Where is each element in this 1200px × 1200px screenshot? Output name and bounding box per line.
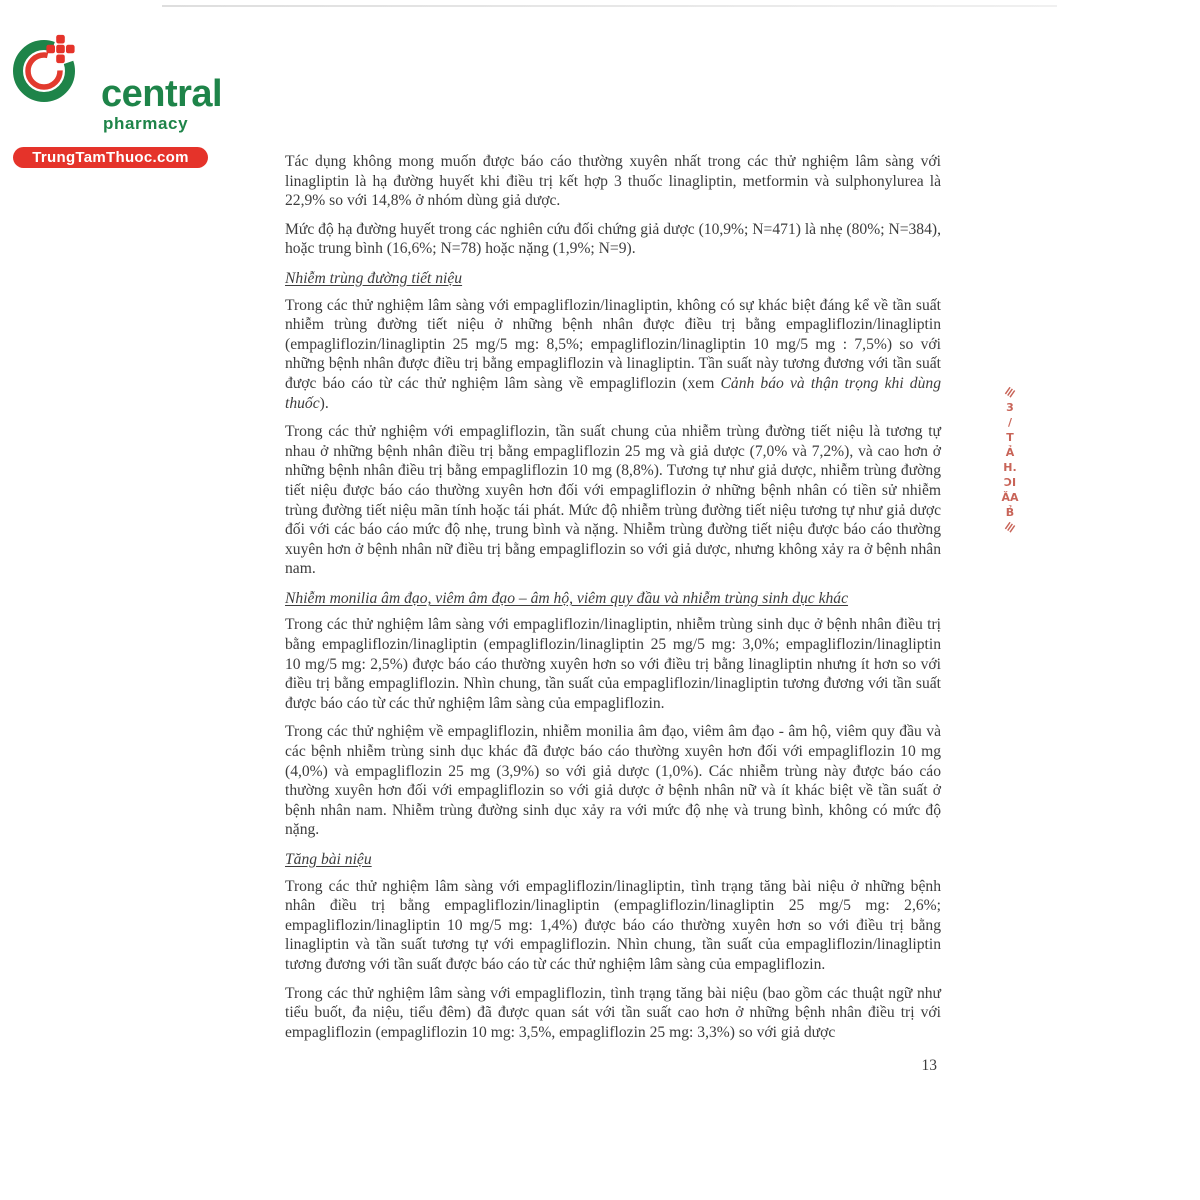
stamp-fragment: 3 [1006,401,1014,414]
pharmacy-logo [13,31,233,166]
logo-tagline-text: pharmacy [103,114,189,133]
paragraph-urination-combination: Trong các thử nghiệm lâm sàng với empagliflozin/linagliptin, tình trạng tăng bài niệu ở những bệnh nhân điều trị bằng empagliflozin/linagliptin (empagliflozin/linagliptin 25 mg/5 mg: 2,6%; empagliflozin/linagliptin 10 mg/5 mg: 1,4%) được báo cáo thường xuyên hơn so với điều trị bằng linagliptin và tần suất tương tự với empagliflozin. Nhìn chung, tần suất của empagliflozin/linagliptin tương đương với tần suất được báo cáo từ các thử nghiệm lâm sàng của empagliflozin. [285,877,941,973]
section-heading-increased-urination: Tăng bài niệu [285,851,372,868]
paragraph-genital-empagliflozin: Trong các thử nghiệm về empagliflozin, nhiễm monilia âm đạo, viêm âm đạo - âm hộ, viêm quy đầu và các bệnh nhiễm trùng sinh dục khác đã được báo cáo thường xuyên hơn đối với empagliflozin 10 mg (4,0%) và empagliflozin 25 mg (3,9%) so với giả dược (1,0%). Các nhiễm trùng này được báo cáo thường xuyên hơn đối với empagliflozin so với giả dược ở bệnh nhân nữ và ít khác biệt về tần suất ở bệnh nhân nam. Nhiễm trùng đường sinh dục xảy ra với mức độ nhẹ và trung bình, không có mức độ nặng. [285,723,941,839]
stamp-fragment: Ả [1005,446,1015,459]
scan-artifact-line [162,5,1057,7]
stamp-fragment: B̉ [1005,506,1015,519]
cross-reference-italic: Cảnh báo và thận trọng khi dùng thuốc [285,374,941,412]
cross-icon [46,35,74,63]
paragraph-hypoglycemia-frequency: Tác dụng không mong muốn được báo cáo thường xuyên nhất trong các thử nghiệm lâm sàng với linagliptin là hạ đường huyết khi điều trị kết hợp 3 thuốc linagliptin, metformin và sulphonylurea là 22,9% so với 14,8% ở nhóm dùng giả dược. [285,153,941,210]
stamp-fragment: T [1006,431,1014,444]
paragraph-genital-combination: Trong các thử nghiệm lâm sàng với empagliflozin/linagliptin, nhiễm trùng sinh dục ở bệnh nhân điều trị bằng empagliflozin/linagliptin (empagliflozin/linagliptin 25 mg/5 mg: 3,0%; empagliflozin/linagliptin 10 mg/5 mg: 2,5%) được báo cáo thường xuyên hơn so với điều trị bằng linagliptin nhưng ít hơn so với điều trị bằng empagliflozin. Nhìn chung, tần suất của empagliflozin/linagliptin tương đương với tần suất được báo cáo từ các thử nghiệm lâm sàng của empagliflozin. [285,616,941,712]
paragraph-urination-empagliflozin: Trong các thử nghiệm lâm sàng với empagliflozin, tình trạng tăng bài niệu (bao gồm các thuật ngữ như tiểu buốt, đa niệu, tiểu đêm) đã được quan sát với tần suất cao hơn ở những bệnh nhân điều trị với empagliflozin (empagliflozin 10 mg: 3,5%, empagliflozin 25 mg: 3,3%) so với giả dược [285,984,941,1041]
paragraph-uti-empagliflozin: Trong các thử nghiệm với empagliflozin, tần suất chung của nhiễm trùng đường tiết niệu là tương tự nhau ở những bệnh nhân điều trị bằng empagliflozin 25 mg và giả dược (7,0% và 7,2%), và cao hơn ở những bệnh nhân điều trị bằng empagliflozin 10 mg (8,8%). Tương tự như giả dược, nhiễm trùng đường tiết niệu được báo cáo thường xuyên hơn đối với empagliflozin ở những bệnh nhân có tiền sử nhiễm trùng đường tiết niệu mãn tính hoặc tái phát. Mức độ nhiễm trùng đường tiết niệu tương tự như giả dược đối với các báo cáo mức độ nhẹ, trung bình và nặng. Nhiễm trùng đường tiết niệu được báo cáo thường xuyên hơn ở bệnh nhân nữ điều trị bằng empagliflozin so với giả dược, nhưng không xảy ra ở bệnh nhân nam. [285,423,941,578]
paragraph-text: Trong các thử nghiệm lâm sàng với empagliflozin/linagliptin, không có sự khác biệt đáng kể về tần suất nhiễm trùng đường tiết niệu ở những bệnh nhân được điều trị bằng empagliflozin/linagliptin (empagliflozin/linagliptin 25 mg/5 mg: 8,5%; empagliflozin/linagliptin 10 mg/5 mg : 7,5%) so với những bệnh nhân được điều trị bằng empagliflozin và linagliptin. Tần suất này tương đương với tần suất được báo cáo từ các thử nghiệm lâm sàng về empagliflozin (xem [285,296,941,392]
paragraph-uti-combination [285,296,941,414]
central-pharmacy-logo-icon [13,31,93,111]
logo-brand-text: central [101,73,223,115]
stamp-fragment: ƆI [1003,476,1017,489]
stamp-fragment: ≡ [1000,383,1020,402]
stamp-fragment: ǍA [1001,491,1019,504]
red-stamp-bleedthrough [997,383,1023,537]
paragraph-hypoglycemia-severity: Mức độ hạ đường huyết trong các nghiên cứu đối chứng giả dược (10,9%; N=471) là nhẹ (80%; N=384), hoặc trung bình (16,6%; N=78) hoặc nặng (1,9%; N=9). [285,220,941,258]
stamp-fragment: ≡ [1000,518,1020,537]
paragraph-text: ). [319,394,329,412]
logo-banner: TrungTamThuoc.com [13,147,208,168]
stamp-fragment: H. [1003,461,1017,474]
page-number: 13 [921,1057,937,1075]
section-heading-genital-infections: Nhiễm monilia âm đạo, viêm âm đạo – âm hộ, viêm quy đầu và nhiễm trùng sinh dục khác [285,589,849,607]
stamp-fragment: / [1007,416,1013,429]
document-body [285,152,941,1076]
section-heading-urinary-tract-infection: Nhiễm trùng đường tiết niệu [285,269,463,287]
